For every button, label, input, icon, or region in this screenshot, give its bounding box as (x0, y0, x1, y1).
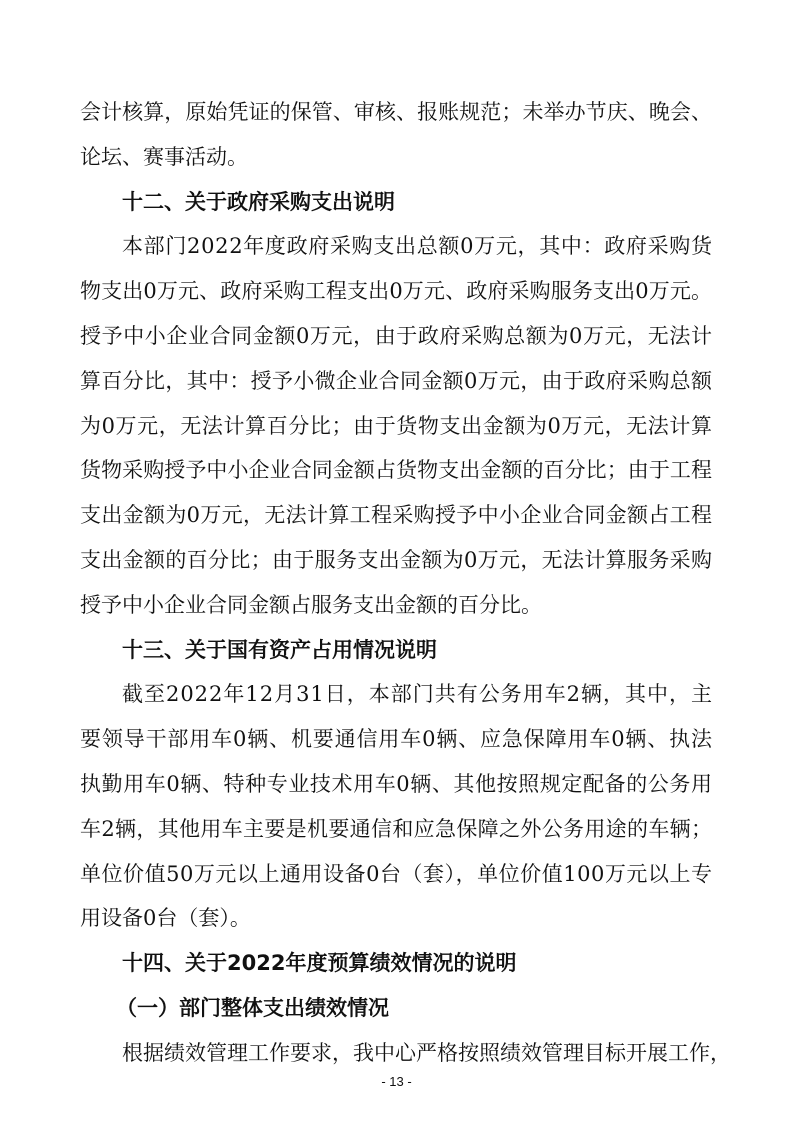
section-heading-13: 十三、关于国有资产占用情况说明 (122, 637, 437, 662)
paragraph-line: 论坛、赛事活动。 (80, 144, 248, 169)
paragraph-line: 会计核算，原始凭证的保管、审核、报账规范；未举办节庆、晚会、 (80, 100, 713, 124)
paragraph-line: 要领导干部用车0辆、机要通信用车0辆、应急保障用车0辆、执法 (80, 727, 713, 752)
paragraph-line: 支出金额为0万元，无法计算工程采购授予中小企业合同金额占工程 (80, 503, 713, 528)
paragraph-line: 根据绩效管理工作要求，我中心严格按照绩效管理目标开展工作， (122, 1040, 731, 1065)
section-heading-12: 十二、关于政府采购支出说明 (122, 189, 395, 214)
paragraph-line: 授予中小企业合同金额0万元，由于政府采购总额为0万元，无法计 (80, 324, 713, 348)
paragraph-line: 算百分比，其中：授予小微企业合同金额0万元，由于政府采购总额 (80, 368, 713, 393)
subsection-heading: （一）部门整体支出绩效情况 (116, 996, 389, 1020)
paragraph-line: 为0万元，无法计算百分比；由于货物支出金额为0万元，无法计算 (80, 413, 713, 438)
paragraph-line: 货物采购授予中小企业合同金额占货物支出金额的百分比；由于工程 (80, 458, 713, 483)
paragraph-line: 车2辆，其他用车主要是机要通信和应急保障之外公务用途的车辆； (80, 816, 713, 841)
section-heading-14: 十四、关于2022年度预算绩效情况的说明 (122, 951, 517, 976)
paragraph-line: 支出金额的百分比；由于服务支出金额为0万元，无法计算服务采购 (80, 548, 713, 572)
paragraph-line: 单位价值50万元以上通用设备0台（套），单位价值100万元以上专 (80, 861, 713, 886)
paragraph-line: 执勤用车0辆、特种专业技术用车0辆、其他按照规定配备的公务用 (80, 772, 713, 796)
paragraph-line: 截至2022年12月31日，本部门共有公务用车2辆，其中，主 (122, 682, 713, 707)
paragraph-line: 本部门2022年度政府采购支出总额0万元，其中：政府采购货 (122, 234, 713, 259)
paragraph-line: 授予中小企业合同金额占服务支出金额的百分比。 (80, 592, 542, 617)
page-number: - 13 - (381, 1074, 412, 1089)
paragraph-line: 用设备0台（套）。 (80, 906, 251, 931)
paragraph-line: 物支出0万元、政府采购工程支出0万元、政府采购服务支出0万元。 (80, 279, 713, 304)
